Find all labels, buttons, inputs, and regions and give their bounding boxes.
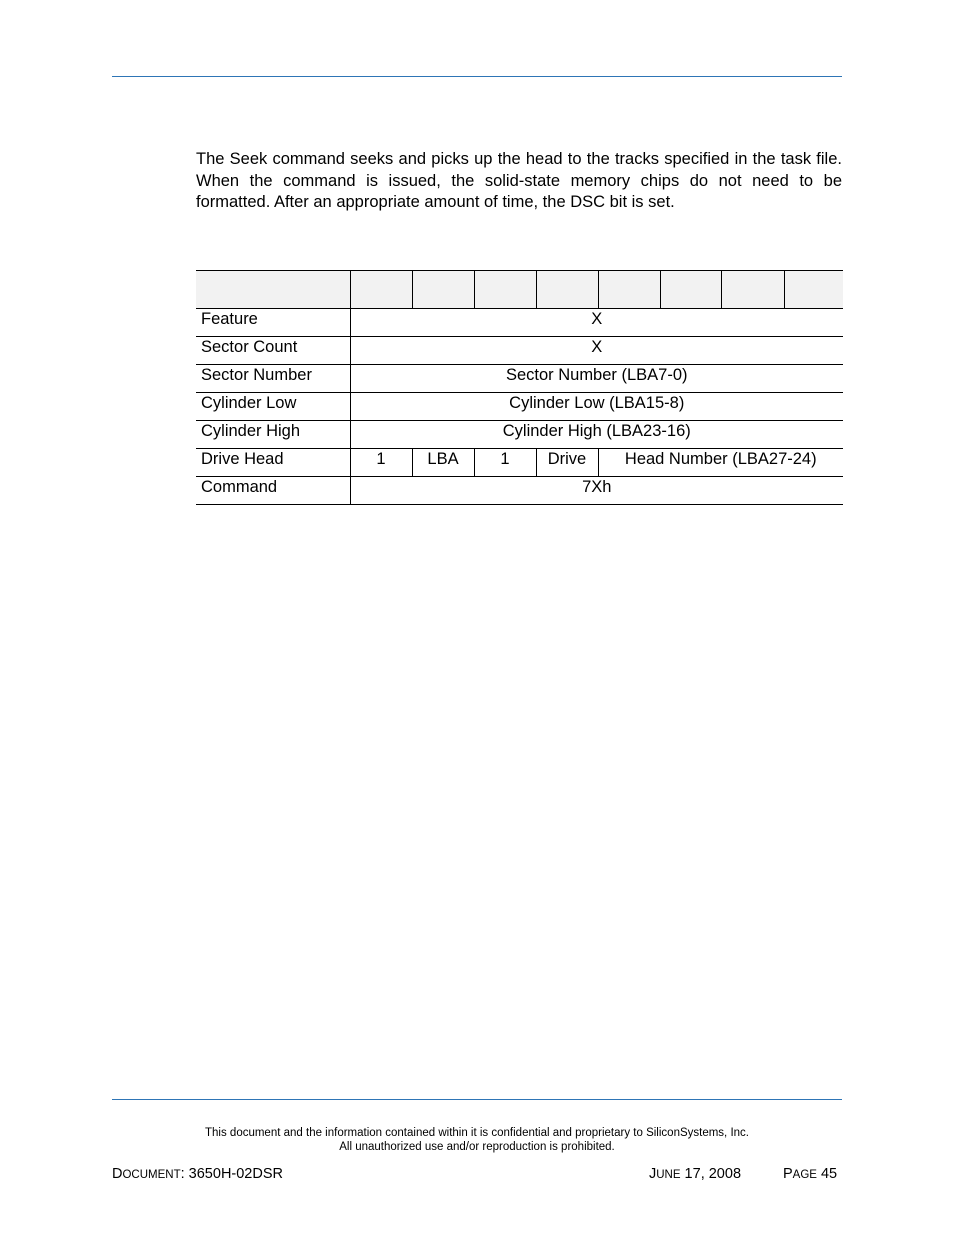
table-header-row — [196, 271, 843, 309]
doc-number-value: : 3650H-02DSR — [180, 1166, 283, 1182]
header-rule — [112, 76, 842, 77]
date-label: J — [649, 1166, 657, 1182]
table-row — [196, 309, 843, 337]
notice-line: All unauthorized use and/or reproduction is prohibited. — [339, 1140, 615, 1153]
table-row — [196, 337, 843, 365]
register-name: Drive Head — [196, 449, 350, 477]
head-number-cell: Head Number (LBA27-24) — [598, 449, 843, 477]
header-cell — [536, 271, 598, 309]
page-number — [783, 1166, 837, 1182]
register-value: Sector Number (LBA7-0) — [350, 365, 843, 393]
table-row — [196, 477, 843, 505]
register-name: Cylinder High — [196, 421, 350, 449]
doc-label: D — [112, 1166, 123, 1182]
register-name: Feature — [196, 309, 350, 337]
page-number-value: 45 — [816, 1166, 838, 1182]
register-name: Sector Count — [196, 337, 350, 365]
table-row — [196, 365, 843, 393]
bit-cell: Drive — [536, 449, 598, 477]
bit-cell: 1 — [474, 449, 536, 477]
register-value: X — [350, 309, 843, 337]
header-cell — [598, 271, 660, 309]
doc-label: OCUMENT — [122, 1169, 181, 1181]
date-value: 17, 2008 — [680, 1166, 742, 1182]
register-name: Cylinder Low — [196, 393, 350, 421]
header-cell — [350, 271, 412, 309]
register-name: Sector Number — [196, 365, 350, 393]
page-label: P — [783, 1166, 793, 1182]
header-cell — [784, 271, 843, 309]
seek-register-table — [196, 270, 843, 505]
table-row — [196, 393, 843, 421]
document-number — [112, 1166, 283, 1182]
document-date — [649, 1166, 741, 1182]
bit-cell: LBA — [412, 449, 474, 477]
header-cell — [474, 271, 536, 309]
header-cell — [721, 271, 784, 309]
footer-rule — [112, 1099, 842, 1100]
seek-description: The Seek command seeks and picks up the head to the tracks specified in the task file. When the command is issued, the solid-state memory chips do not need to be formatted. After an appropriate amount of time, the DSC bit is set. — [196, 150, 842, 211]
register-value: 7Xh — [350, 477, 843, 505]
register-value: Cylinder High (LBA23-16) — [350, 421, 843, 449]
header-cell — [412, 271, 474, 309]
register-name: Command — [196, 477, 350, 505]
header-cell — [660, 271, 721, 309]
date-label: UNE — [656, 1169, 681, 1181]
register-value: Cylinder Low (LBA15-8) — [350, 393, 843, 421]
register-value: X — [350, 337, 843, 365]
notice-line: This document and the information contained within it is confidential and proprietary to SiliconSystems, Inc. — [205, 1127, 749, 1139]
bit-cell: 1 — [350, 449, 412, 477]
table-row — [196, 421, 843, 449]
header-cell — [196, 271, 350, 309]
table-row — [196, 449, 843, 477]
confidentiality-notice — [0, 1127, 954, 1154]
page-label: AGE — [792, 1169, 817, 1181]
